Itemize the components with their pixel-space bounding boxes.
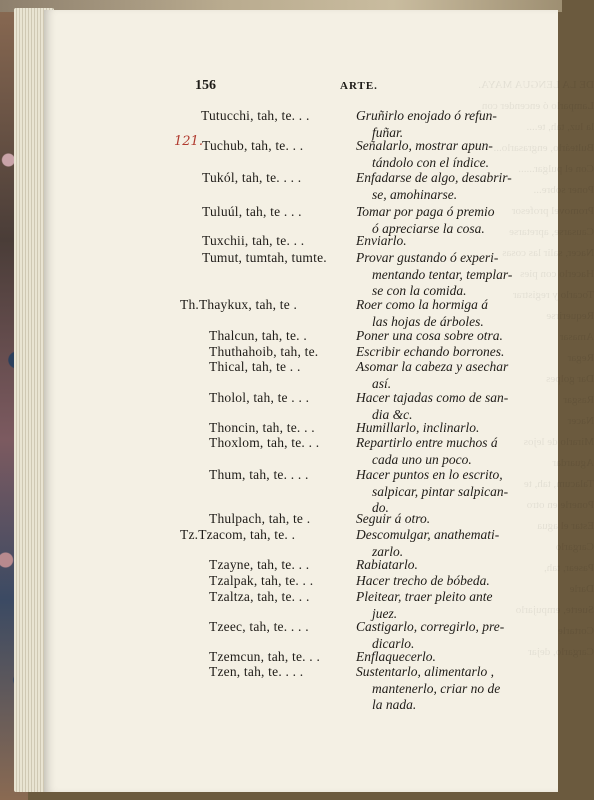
entry-headword: Thalcun, tah, te. . [209,328,307,343]
definition-line: Castigarlo, corregirlo, pre- [356,619,505,634]
definition-line: Provar gustando ó experi- [356,250,499,265]
definition-line: Enfadarse de algo, desabrir- [356,170,512,185]
entry-headword: Tz.Tzacom, tah, te. . [180,527,296,542]
entry-definition [356,435,536,468]
definition-line: juez. [372,605,398,621]
entry-definition [356,557,536,574]
definition-line: Poner una cosa sobre otra. [356,328,503,343]
definition-line: Hacer puntos en lo escrito, [356,467,503,482]
entry-headword: Tzayne, tah, te. . . [209,557,310,572]
entry-headword: Tutucchi, tah, te. . . [201,108,310,123]
bleed-through-text: DE LA LENGUA MAYA. Lamparlo ó encender con la luz, tah, te.... Bulteárlo, engrasarlo... Con el pulgar...... Poner sobre... Promovel profesor Causarse, apretarse Nacer, salir las cosas Hacerlo con pies Tocarlo y registrar Requerirse Amasar Regar Dar golpes Rasgar Nacer Mirarlo de lejos Aguardar Talacum, tah, te Ponerle en otro Estar el agua Cargarlo Pasear, tah, Darle Suerte, empujarlo Cortarle Cargarlo, dejar [478,79,594,658]
entry-definition [356,250,536,300]
entry-headword: Tuluúl, tah, te . . . [202,204,302,219]
entry-headword: Tuchub, tah, te. . . [202,138,304,153]
definition-line: do. [372,500,389,515]
book-page [44,10,594,792]
definition-line: la nada. [372,697,417,712]
definition-line: las hojas de árboles. [372,313,484,329]
definition-line: Sustentarlo, alimentarlo , [356,664,494,679]
entry-headword: Thuthahoib, tah, te. [209,344,319,359]
entry-headword: Thoxlom, tah, te. . . [209,435,320,450]
definition-line: así. [372,375,392,391]
definition-line: Humillarlo, inclinarlo. [356,420,480,435]
definition-line: salpicar, pintar salpican- [372,483,509,499]
entry-definition [356,511,536,528]
handwritten-margin-note: 121. [174,134,203,149]
definition-line: Descomulgar, anathemati- [356,527,500,542]
entry-headword: Tuxchii, tah, te. . . [202,233,305,248]
entry-headword: Tzalpak, tah, te. . . [209,573,314,588]
entry-headword: Thulpach, tah, te . [209,511,311,526]
page-header [44,78,558,96]
definition-line: zarlo. [372,543,404,559]
entry-definition [356,664,536,714]
entry-definition [356,108,536,141]
entry-headword: Tzeec, tah, te. . . . [209,619,309,634]
definition-line: ó apreciarse la cosa. [372,220,485,236]
definition-line: Hacer tajadas como de san- [356,390,509,405]
definition-line: Enviarlo. [356,233,407,248]
definition-line: Seguir á otro. [356,511,431,526]
definition-line: tándolo con el índice. [372,154,489,170]
entry-headword: Tukól, tah, te. . . . [202,170,302,185]
entry-headword: Thoncin, tah, te. . . [209,420,315,435]
definition-line: se, amohinarse. [372,186,458,202]
entry-definition [356,359,536,392]
entry-headword: Thum, tah, te. . . . [209,467,309,482]
definition-line: mantenerlo, criar no de [372,680,501,696]
entry-definition [356,233,536,250]
entry-headword: Th.Thaykux, tah, te . [180,297,298,312]
definition-line: Asomar la cabeza y asechar [356,359,509,374]
entry-definition [356,589,536,622]
definition-line: se con la comida. [372,283,467,298]
definition-line: Rabiatarlo. [356,557,418,572]
definition-line: Enflaquecerlo. [356,649,436,664]
definition-line: Señalarlo, mostrar apun- [356,138,493,153]
entry-definition [356,527,536,560]
entry-definition [356,170,536,203]
entry-headword: Tzaltza, tah, te. . . [209,589,310,604]
definition-line: Roer como la hormiga á [356,297,488,312]
definition-line: Escribir echando borrones. [356,344,505,359]
definition-line: dia &c. [372,406,413,422]
entry-headword: Tholol, tah, te . . . [209,390,310,405]
definition-line: cada uno un poco. [372,451,472,467]
definition-line: mentando tentar, templar- [372,266,513,282]
definition-line: Pleitear, traer pleito ante [356,589,493,604]
entry-definition [356,467,536,517]
entry-definition [356,328,536,345]
entry-definition [356,390,536,423]
page-number: 156 [195,78,216,93]
entry-definition [356,138,536,171]
definition-line: Gruñirlo enojado ó refun- [356,108,497,123]
definition-line: Tomar por paga ó premio [356,204,495,219]
definition-line: fuñar. [372,124,404,140]
entry-headword: Thical, tah, te . . [209,359,301,374]
entry-definition [356,297,536,330]
entry-headword: Tumut, tumtah, tumte. [202,250,327,265]
running-title: ARTE. [340,80,378,92]
entry-definition [356,619,536,652]
entry-headword: Tzen, tah, te. . . . [209,664,304,679]
entry-headword: Tzemcun, tah, te. . . [209,649,321,664]
definition-line: Repartirlo entre muchos á [356,435,498,450]
entry-definition [356,573,536,590]
definition-line: Hacer trecho de bóbeda. [356,573,490,588]
definition-line: dicarlo. [372,635,415,651]
